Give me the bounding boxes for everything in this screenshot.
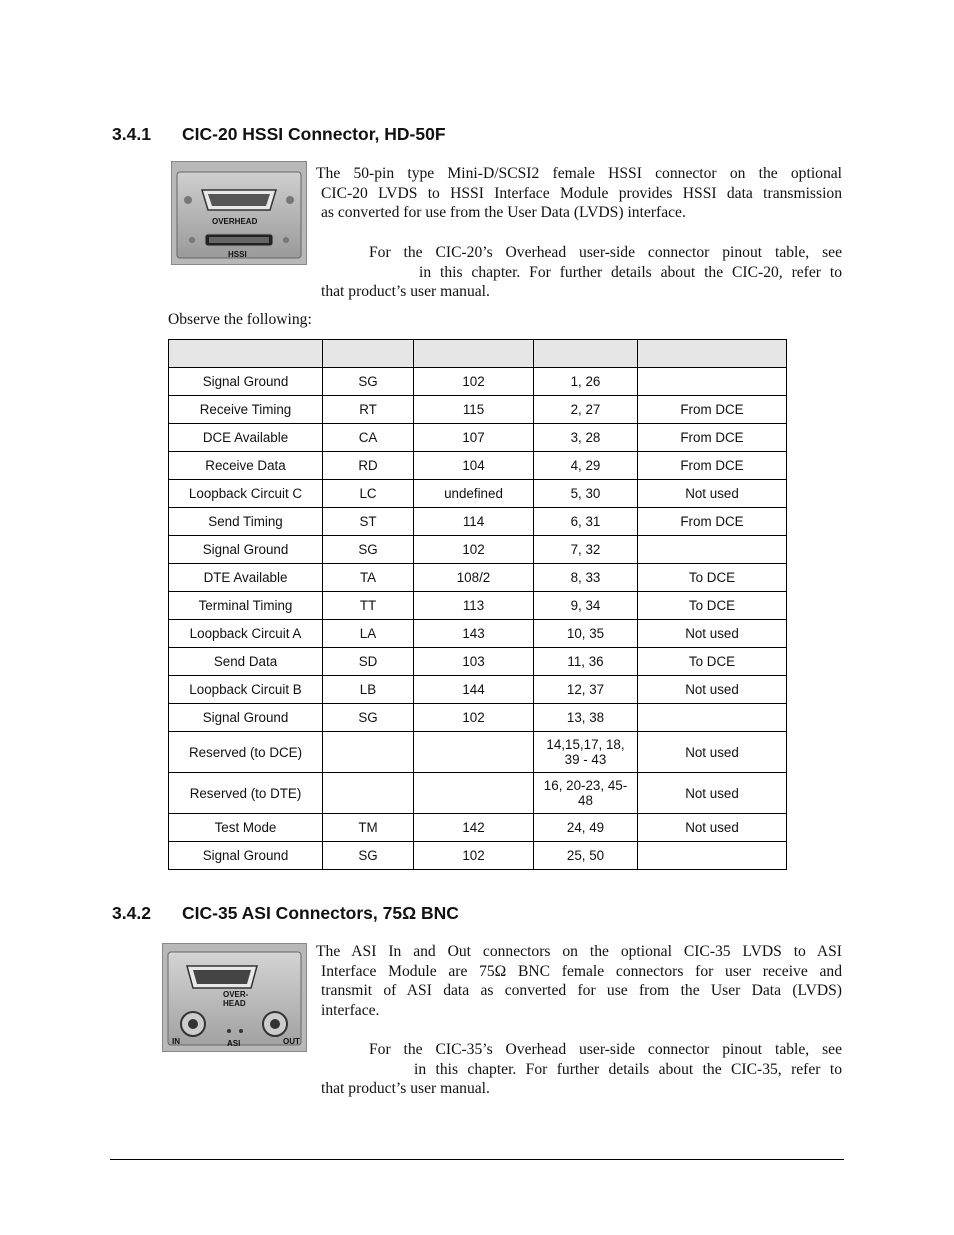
- table-row: DTE Available TA 108/2 8, 33 To DCE: [169, 564, 787, 592]
- cic-35-reference-note: For the CIC-35’s Overhead user-side connector pinout table, see in this chapter. For further details about the CIC-35, refer to that product’s user manual.: [321, 1041, 842, 1098]
- cic-20-reference-note: For the CIC-20’s Overhead user-side connector pinout table, see in this chapter. For further details about the CIC-20, refer to that product’s user manual.: [321, 244, 842, 301]
- photo-label-overhead: OVERHEAD: [212, 217, 258, 226]
- observe-note: Observe the following:: [168, 311, 312, 328]
- table-row: Loopback Circuit B LB 144 12, 37 Not used: [169, 676, 787, 704]
- header-cell: [638, 340, 787, 368]
- table-row: Loopback Circuit C LC undefined 5, 30 Not used: [169, 480, 787, 508]
- section-number: 3.4.2: [112, 903, 151, 923]
- table-row: Receive Data RD 104 4, 29 From DCE: [169, 452, 787, 480]
- photo-label-hssi: HSSI: [228, 250, 247, 259]
- cic-35-module-photo: [162, 943, 307, 1052]
- footer-rule: [110, 1159, 844, 1160]
- header-cell: [169, 340, 323, 368]
- section-title: CIC-20 HSSI Connector, HD-50F: [182, 124, 446, 144]
- table-row: Signal Ground SG 102 25, 50: [169, 842, 787, 870]
- photo-label-head: HEAD: [223, 999, 246, 1008]
- section-heading-3-4-1: [112, 124, 446, 145]
- photo-label-in: IN: [172, 1037, 180, 1046]
- header-cell: [323, 340, 414, 368]
- cic-20-description: The 50-pin type Mini-D/SCSI2 female HSSI connector on the optional CIC-20 LVDS to HSSI Interface Module provides HSSI data transmission as converted for use from the User Data (LVDS) interface.: [316, 165, 842, 222]
- table-row: Terminal Timing TT 113 9, 34 To DCE: [169, 592, 787, 620]
- cic-20-module-photo: [171, 161, 307, 265]
- cic-20-module-illustration: [172, 162, 306, 264]
- hssi-pinout-table: [168, 339, 787, 870]
- table-header-row: [169, 340, 787, 368]
- table-row: DCE Available CA 107 3, 28 From DCE: [169, 424, 787, 452]
- section-title: CIC-35 ASI Connectors, 75Ω BNC: [182, 903, 459, 923]
- table-row: Signal Ground SG 102 1, 26: [169, 368, 787, 396]
- photo-label-over: OVER-: [223, 990, 249, 999]
- section-heading-3-4-2: [112, 903, 459, 924]
- photo-label-out: OUT: [283, 1037, 300, 1046]
- table-row: Loopback Circuit A LA 143 10, 35 Not used: [169, 620, 787, 648]
- table-row: Reserved (to DTE) 16, 20-23, 45-48 Not used: [169, 773, 787, 814]
- table-row: Test Mode TM 142 24, 49 Not used: [169, 814, 787, 842]
- photo-label-asi: ASI: [227, 1039, 241, 1048]
- cic-35-description: The ASI In and Out connectors on the optional CIC-35 LVDS to ASI Interface Module are 75Ω BNC female connectors for user receive and transmit of ASI data as converted for use from the User Data (LVDS) interface.: [316, 943, 842, 1019]
- header-cell: [534, 340, 638, 368]
- table-row: Receive Timing RT 115 2, 27 From DCE: [169, 396, 787, 424]
- section-number: 3.4.1: [112, 124, 151, 144]
- table-row: Send Timing ST 114 6, 31 From DCE: [169, 508, 787, 536]
- table-row: Send Data SD 103 11, 36 To DCE: [169, 648, 787, 676]
- table-row: Reserved (to DCE) 14,15,17, 18, 39 - 43 Not used: [169, 732, 787, 773]
- header-cell: [414, 340, 534, 368]
- table-row: Signal Ground SG 102 13, 38: [169, 704, 787, 732]
- table-row: Signal Ground SG 102 7, 32: [169, 536, 787, 564]
